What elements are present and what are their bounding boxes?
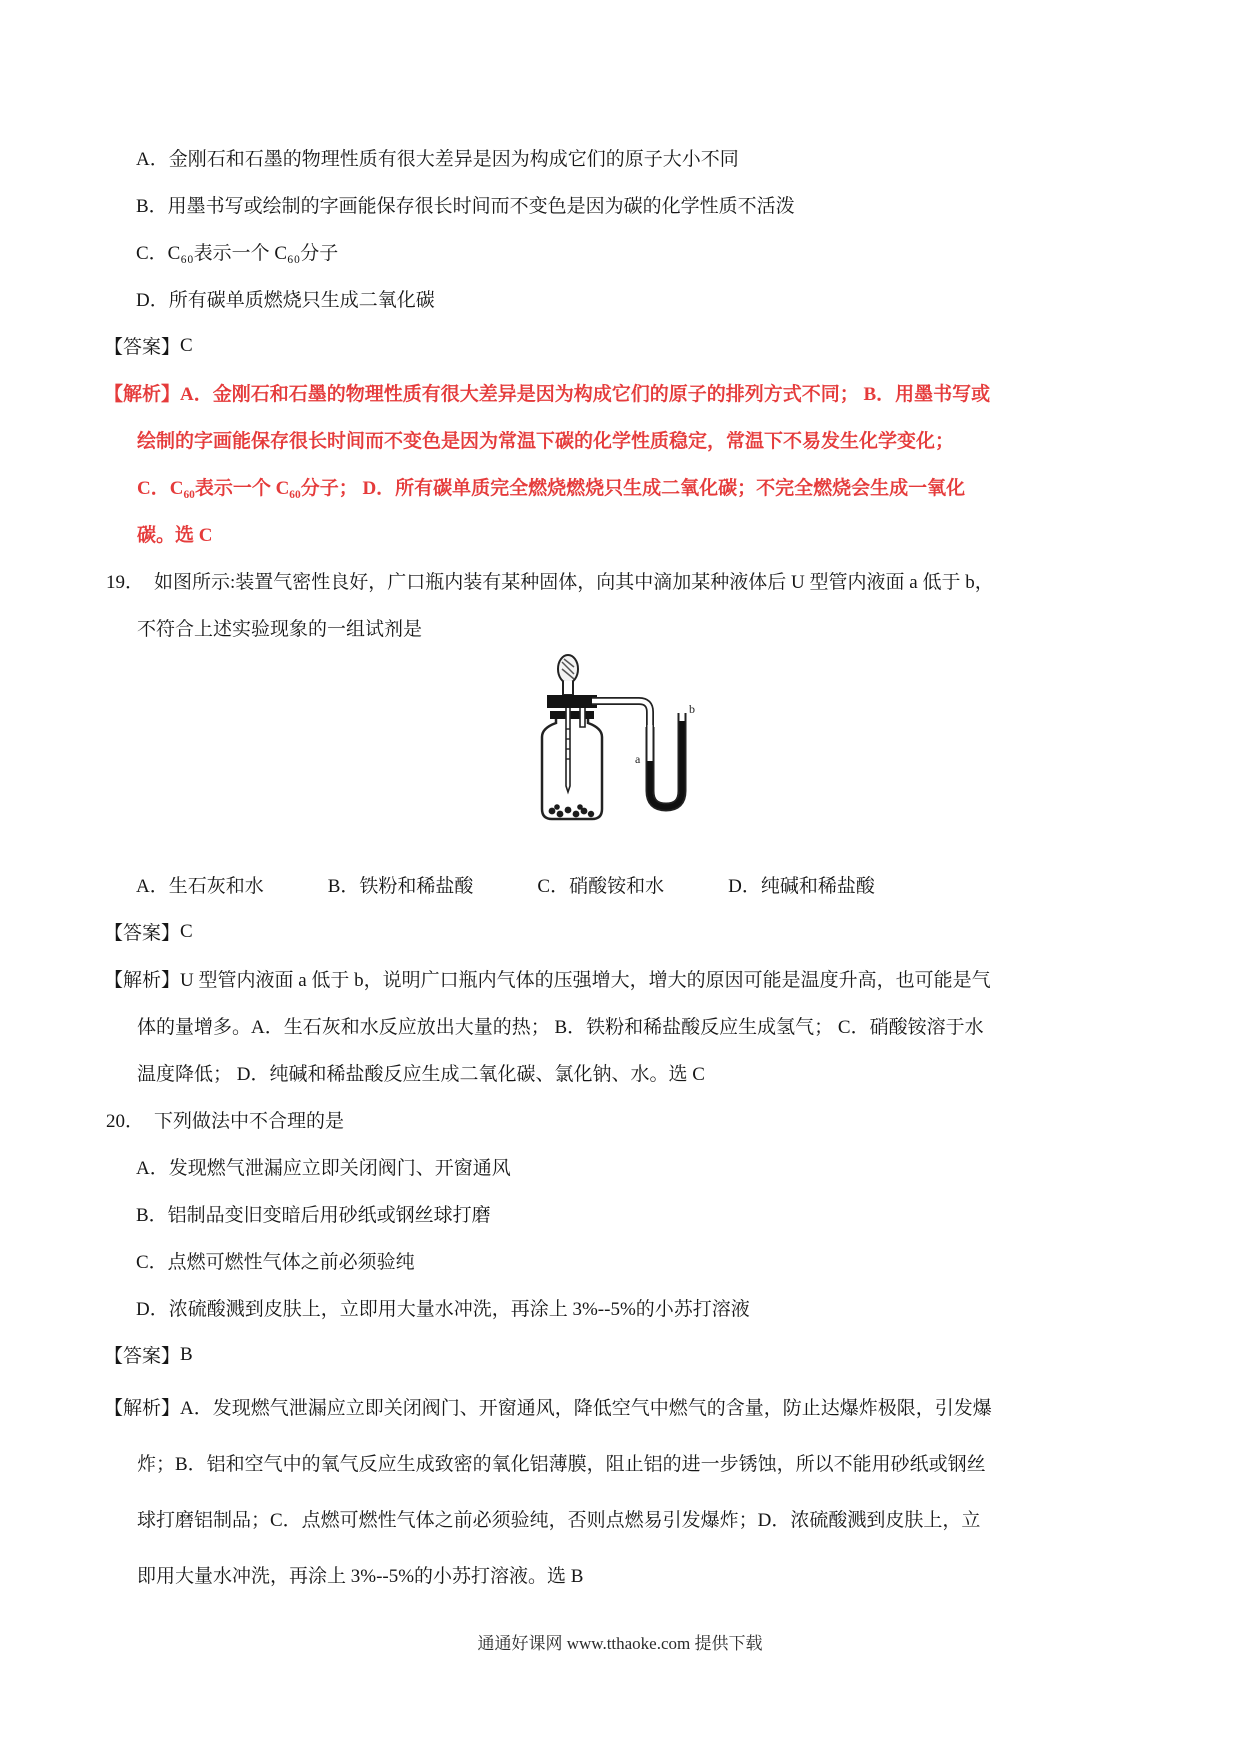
option-text: B．铝制品变旧变暗后用砂纸或钢丝球打磨 — [136, 1205, 491, 1226]
wide-mouth-bottle — [542, 719, 602, 819]
analysis-text: A．发现燃气泄漏应立即关闭阀门、开窗通风，降低空气中燃气的含量，防止达爆炸极限，引发爆 — [180, 1397, 992, 1419]
analysis-label: 【解析】 — [104, 970, 181, 991]
q20-analysis-line — [0, 1378, 1240, 1434]
q19-analysis-line — [0, 1049, 1240, 1096]
footer-text: 通通好课网 www.tthaoke.com 提供下载 — [477, 1634, 763, 1653]
option-text: C．点燃可燃性气体之前必须验纯 — [136, 1252, 415, 1273]
analysis-label: 【解析】 — [104, 384, 181, 405]
q19-stem-continued — [0, 604, 1240, 651]
q18-option-d — [0, 275, 1240, 322]
q19-option-b: B．铁粉和稀盐酸 — [327, 876, 474, 897]
analysis-text: 体的量增多。A．生石灰和水反应放出大量的热； B．铁粉和稀盐酸反应生成氢气； C．硝酸铵溶于水 — [137, 1017, 984, 1038]
option-text: D．浓硫酸溅到皮肤上，立即用大量水冲洗，再涂上 3%--5%的小苏打溶液 — [136, 1299, 750, 1320]
option-text: A．金刚石和石墨的物理性质有很大差异是因为构成它们的原子大小不同 — [136, 149, 739, 170]
analysis-text: 温度降低； D．纯碱和稀盐酸反应生成二氧化碳、氯化钠、水。选 C — [137, 1064, 705, 1085]
q19-apparatus-figure — [0, 651, 1240, 861]
analysis-text: U 型管内液面 a 低于 b，说明广口瓶内气体的压强增大，增大的原因可能是温度升高，也可能是气 — [180, 970, 991, 991]
stem-text: 下列做法中不合理的是 — [154, 1111, 345, 1132]
analysis-text: C．C₆₀表示一个 C₆₀分子； D．所有碳单质完全燃烧燃烧只生成二氧化碳；不完全燃烧会生成一氧化 — [137, 478, 966, 499]
page-footer — [0, 1618, 1240, 1665]
analysis-text: 碳。选 C — [137, 525, 213, 546]
stem-text: 如图所示:装置气密性良好，广口瓶内装有某种固体，向其中滴加某种液体后 U 型管内液面 a 低于 b， — [154, 572, 994, 593]
q18-answer — [0, 322, 1240, 369]
question-number: 19． — [106, 572, 145, 593]
solid-particles — [549, 804, 595, 817]
q20-analysis-line — [0, 1434, 1240, 1490]
q19-option-c: C．硝酸铵和水 — [537, 876, 665, 897]
q18-option-b — [0, 181, 1240, 228]
q20-analysis-line — [0, 1490, 1240, 1546]
rubber-stopper-band — [550, 711, 594, 719]
q20-analysis-line — [0, 1546, 1240, 1602]
q20-answer — [0, 1331, 1240, 1378]
q19-option-a: A．生石灰和水 — [136, 876, 264, 897]
analysis-text: 炸；B．铝和空气中的氧气反应生成致密的氧化铝薄膜，阻止铝的进一步锈蚀，所以不能用砂纸或钢丝 — [137, 1453, 986, 1475]
option-text: D．所有碳单质燃烧只生成二氧化碳 — [136, 290, 435, 311]
q19-answer — [0, 908, 1240, 955]
answer-value: C — [180, 920, 193, 942]
rubber-stopper — [547, 695, 597, 708]
liquid-level-a-label: a — [635, 752, 641, 766]
q20-option-b — [0, 1190, 1240, 1237]
liquid-level-b-label: b — [689, 702, 695, 716]
delivery-tube-bore — [592, 701, 650, 731]
stopper-vent-tube — [580, 708, 585, 727]
analysis-text: 即用大量水冲洗，再涂上 3%--5%的小苏打溶液。选 B — [137, 1565, 584, 1587]
answer-label: 【答案】 — [104, 923, 181, 944]
q18-analysis-line — [0, 463, 1240, 510]
q20-option-a — [0, 1143, 1240, 1190]
q18-option-c — [0, 228, 1240, 275]
u-tube-outline — [650, 713, 682, 807]
q19-options — [0, 861, 1240, 908]
answer-value: B — [180, 1343, 193, 1365]
question-number: 20． — [106, 1111, 145, 1132]
q20-stem — [0, 1096, 1240, 1143]
analysis-text: 球打磨铝制品；C．点燃可燃性气体之前必须验纯，否则点燃易引发爆炸；D．浓硫酸溅到皮肤上，立 — [137, 1509, 981, 1531]
q19-analysis-line — [0, 955, 1240, 1002]
analysis-text: A．金刚石和石墨的物理性质有很大差异是因为构成它们的原子的排列方式不同； B．用墨书写或 — [180, 384, 991, 405]
analysis-text: 绘制的字画能保存很长时间而不变色是因为常温下碳的化学性质稳定，常温下不易发生化学变化； — [137, 431, 955, 452]
option-text: A．发现燃气泄漏应立即关闭阀门、开窗通风 — [136, 1158, 511, 1179]
answer-label: 【答案】 — [104, 337, 181, 358]
option-text: B．用墨书写或绘制的字画能保存很长时间而不变色是因为碳的化学性质不活泼 — [136, 196, 795, 217]
answer-label: 【答案】 — [104, 1346, 181, 1367]
q20-option-d — [0, 1284, 1240, 1331]
q19-analysis-line — [0, 1002, 1240, 1049]
q18-analysis-line — [0, 510, 1240, 557]
dropper-tube — [566, 708, 570, 792]
apparatus-diagram — [532, 651, 708, 851]
u-tube-liquid — [650, 721, 682, 807]
option-text: C．C₆₀表示一个 C₆₀分子 — [136, 243, 339, 264]
dropper-neck — [563, 681, 573, 695]
q18-analysis-line — [0, 369, 1240, 416]
q20-option-c — [0, 1237, 1240, 1284]
delivery-tube-outline — [592, 701, 650, 731]
q18-analysis-line — [0, 416, 1240, 463]
q19-option-d: D．纯碱和稀盐酸 — [728, 876, 875, 897]
q19-stem — [0, 557, 1240, 604]
answer-value: C — [180, 334, 193, 356]
analysis-label: 【解析】 — [104, 1397, 181, 1419]
q18-option-a — [0, 134, 1240, 181]
stem-text: 不符合上述实验现象的一组试剂是 — [137, 619, 423, 640]
u-tube-bore — [650, 711, 682, 807]
